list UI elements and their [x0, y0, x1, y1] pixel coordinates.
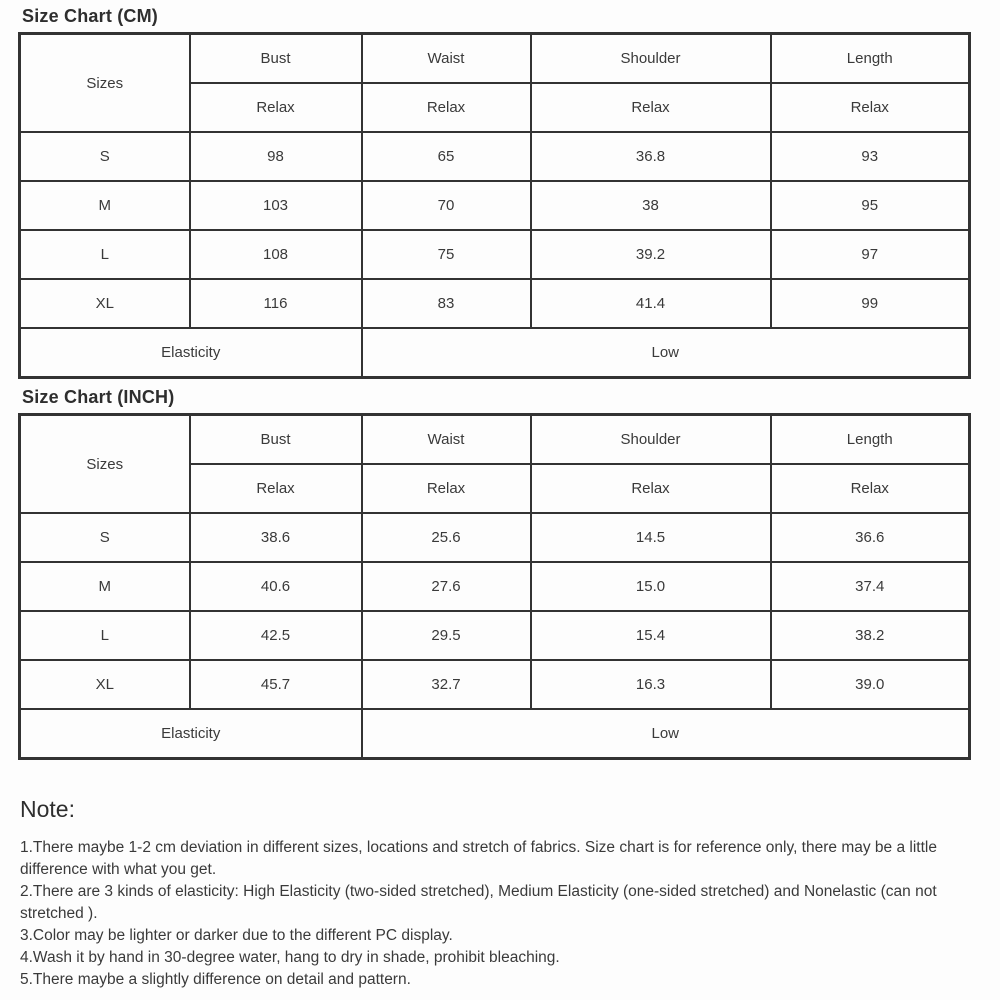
waist-cell: 83 — [362, 279, 531, 328]
size-chart-inch-title: Size Chart (INCH) — [22, 387, 175, 407]
elasticity-row — [20, 709, 970, 759]
waist-cell: 27.6 — [362, 562, 531, 611]
note-item-4: 4.Wash it by hand in 30-degree water, hang to dry in shade, prohibit bleaching. — [20, 949, 560, 966]
shoulder-cell: 36.8 — [531, 132, 771, 181]
header-sizes: Sizes — [20, 415, 190, 514]
table-row-s — [20, 132, 970, 181]
table-row-xl — [20, 660, 970, 709]
length-cell: 38.2 — [771, 611, 970, 660]
length-cell: 99 — [771, 279, 970, 328]
header-waist: Waist — [362, 34, 531, 84]
size-chart-cm-title: Size Chart (CM) — [22, 6, 159, 26]
header-relax-bust: Relax — [190, 83, 362, 132]
waist-cell: 65 — [362, 132, 531, 181]
header-length: Length — [771, 415, 970, 465]
elasticity-value-cell: Low — [362, 709, 970, 759]
header-shoulder: Shoulder — [531, 415, 771, 465]
header-row-measurements — [20, 34, 970, 84]
bust-cell: 103 — [190, 181, 362, 230]
size-cell: XL — [20, 660, 190, 709]
header-shoulder: Shoulder — [531, 34, 771, 84]
elasticity-label-cell: Elasticity — [20, 709, 362, 759]
note-section — [20, 796, 970, 991]
size-cell: M — [20, 562, 190, 611]
table-row-l — [20, 230, 970, 279]
bust-cell: 40.6 — [190, 562, 362, 611]
header-waist: Waist — [362, 415, 531, 465]
shoulder-cell: 16.3 — [531, 660, 771, 709]
bust-cell: 108 — [190, 230, 362, 279]
size-chart-inch-table — [18, 413, 971, 760]
bust-cell: 42.5 — [190, 611, 362, 660]
shoulder-cell: 15.0 — [531, 562, 771, 611]
header-bust: Bust — [190, 34, 362, 84]
waist-cell: 70 — [362, 181, 531, 230]
length-cell: 97 — [771, 230, 970, 279]
table-row-s — [20, 513, 970, 562]
header-length: Length — [771, 34, 970, 84]
shoulder-cell: 39.2 — [531, 230, 771, 279]
header-relax-shoulder: Relax — [531, 83, 771, 132]
size-cell: L — [20, 611, 190, 660]
shoulder-cell: 41.4 — [531, 279, 771, 328]
table-row-l — [20, 611, 970, 660]
length-cell: 39.0 — [771, 660, 970, 709]
header-relax-length: Relax — [771, 464, 970, 513]
table-row-m — [20, 181, 970, 230]
bust-cell: 116 — [190, 279, 362, 328]
bust-cell: 38.6 — [190, 513, 362, 562]
header-relax-shoulder: Relax — [531, 464, 771, 513]
waist-cell: 75 — [362, 230, 531, 279]
size-cell: S — [20, 132, 190, 181]
table-row-m — [20, 562, 970, 611]
note-heading: Note: — [20, 796, 75, 822]
header-bust: Bust — [190, 415, 362, 465]
header-relax-waist: Relax — [362, 464, 531, 513]
elasticity-value-cell: Low — [362, 328, 970, 378]
size-cell: XL — [20, 279, 190, 328]
waist-cell: 32.7 — [362, 660, 531, 709]
waist-cell: 29.5 — [362, 611, 531, 660]
size-cell: L — [20, 230, 190, 279]
note-item-1: 1.There maybe 1-2 cm deviation in different sizes, locations and stretch of fabrics. Size chart is for reference only, there may be a little difference with what you get. — [20, 839, 937, 878]
size-chart-cm-table — [18, 32, 971, 379]
header-relax-length: Relax — [771, 83, 970, 132]
length-cell: 93 — [771, 132, 970, 181]
length-cell: 95 — [771, 181, 970, 230]
waist-cell: 25.6 — [362, 513, 531, 562]
table-row-xl — [20, 279, 970, 328]
size-cell: S — [20, 513, 190, 562]
note-item-5: 5.There maybe a slightly difference on detail and pattern. — [20, 971, 411, 988]
header-row-measurements — [20, 415, 970, 465]
length-cell: 36.6 — [771, 513, 970, 562]
length-cell: 37.4 — [771, 562, 970, 611]
note-item-3: 3.Color may be lighter or darker due to the different PC display. — [20, 927, 453, 944]
elasticity-label-cell: Elasticity — [20, 328, 362, 378]
header-relax-bust: Relax — [190, 464, 362, 513]
bust-cell: 45.7 — [190, 660, 362, 709]
shoulder-cell: 14.5 — [531, 513, 771, 562]
elasticity-row — [20, 328, 970, 378]
shoulder-cell: 38 — [531, 181, 771, 230]
header-relax-waist: Relax — [362, 83, 531, 132]
size-cell: M — [20, 181, 190, 230]
shoulder-cell: 15.4 — [531, 611, 771, 660]
note-item-2: 2.There are 3 kinds of elasticity: High Elasticity (two-sided stretched), Medium Elasticity (one-sided stretched) and Nonelastic (can not stretched ). — [20, 883, 937, 922]
header-sizes: Sizes — [20, 34, 190, 133]
bust-cell: 98 — [190, 132, 362, 181]
